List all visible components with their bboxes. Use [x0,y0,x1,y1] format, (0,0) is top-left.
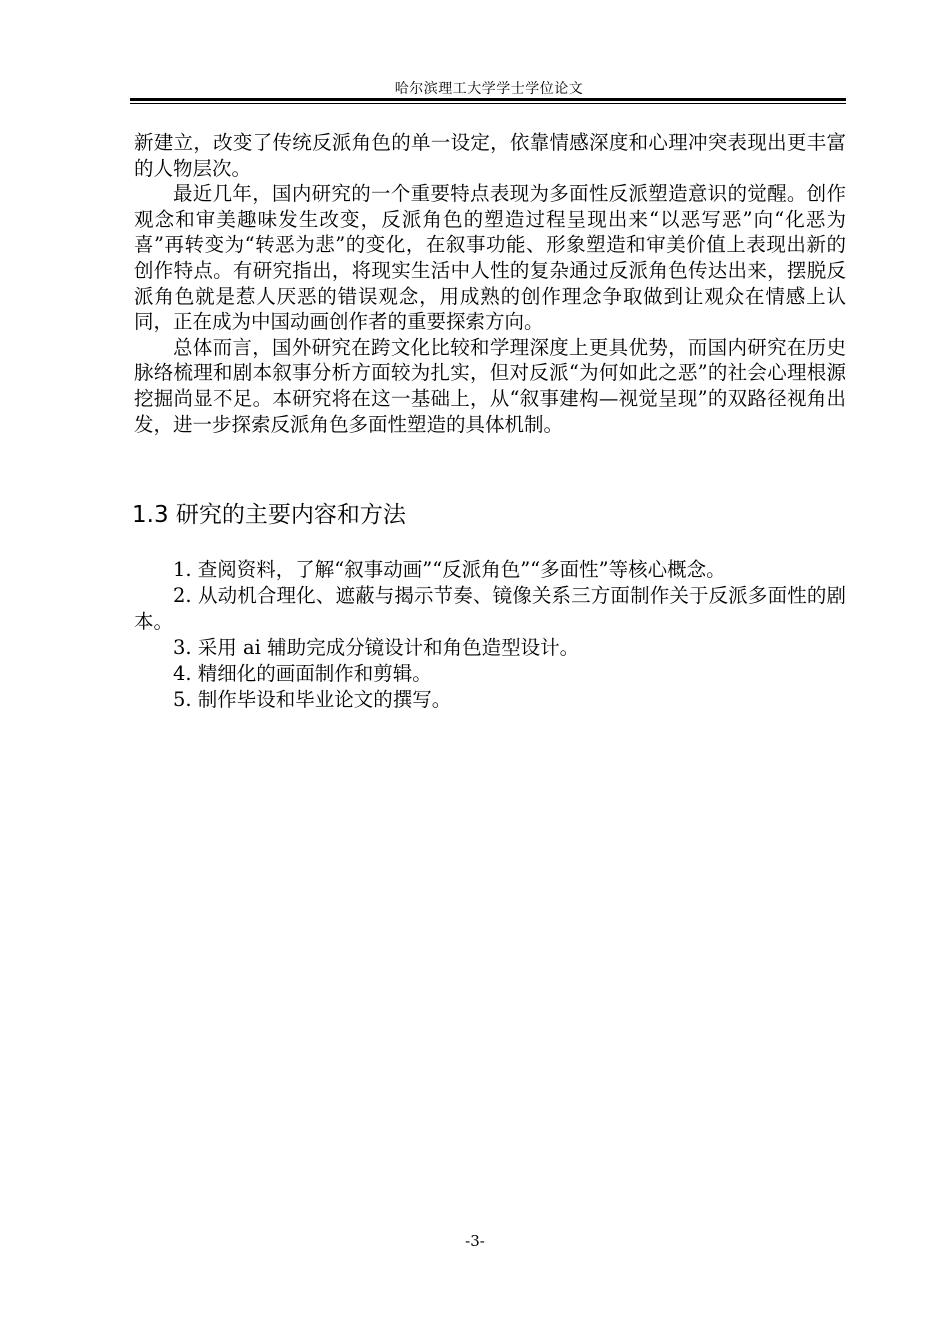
list-item: 4. 精细化的画面制作和剪辑。 [173,662,432,685]
list-item: 2. 从动机合理化、遮蔽与揭示节奏、镜像关系三方面制作关于反派多面性的剧本。 [134,584,846,633]
paragraph: 新建立，改变了传统反派角色的单一设定，依靠情感深度和心理冲突表现出更丰富的人物层次。 [134,131,846,180]
paragraph: 最近几年，国内研究的一个重要特点表现为多面性反派塑造意识的觉醒。创作观念和审美趣味发生改变，反派角色的塑造过程呈现出来“以恶写恶”向“化恶为喜”再转变为“转恶为悲”的变化，在叙事功能、形象塑造和审美价值上表现出新的创作特点。有研究指出，将现实生活中人性的复杂通过反派角色传达出来，摆脱反派角色就是惹人厌恶的错误观念，用成熟的创作理念争取做到让观众在情感上认同，正在成为中国动画创作者的重要探索方向。 [134,182,846,334]
method-list [134,557,846,713]
header-rule-thin [130,103,846,104]
section-heading: 1.3 研究的主要内容和方法 [132,502,406,528]
list-item: 3. 采用 ai 辅助完成分镜设计和角色造型设计。 [173,636,580,659]
body-text [134,130,846,437]
page-number: -3- [465,1232,485,1250]
running-header: 哈尔滨理工大学学士学位论文 [394,81,584,97]
paragraph: 总体而言，国外研究在跨文化比较和学理深度上更具优势，而国内研究在历史脉络梳理和剧本叙事分析方面较为扎实，但对反派“为何如此之恶”的社会心理根源挖掘尚显不足。本研究将在这一基础上，从“叙事建构—视觉呈现”的双路径视角出发，进一步探索反派角色多面性塑造的具体机制。 [134,335,846,436]
list-item: 1. 查阅资料，了解“叙事动画”“反派角色”“多面性”等核心概念。 [173,558,726,581]
header-rule [130,98,846,101]
list-item: 5. 制作毕设和毕业论文的撰写。 [173,688,452,711]
